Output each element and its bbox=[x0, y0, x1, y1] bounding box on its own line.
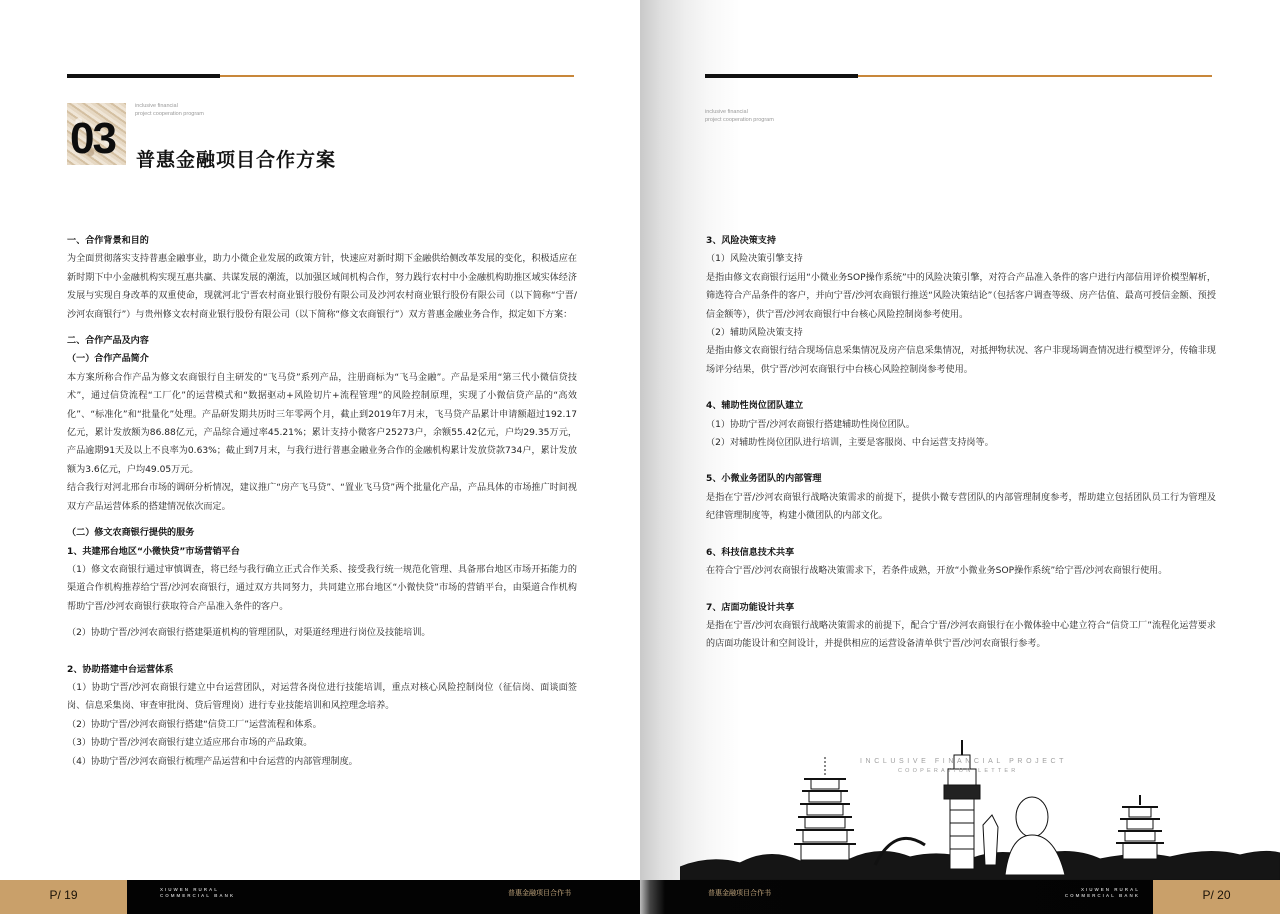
document-name: 普惠金融项目合作书 bbox=[708, 889, 771, 897]
paragraph: （3）协助宁晋/沙河农商银行建立适应邢台市场的产品政策。 bbox=[67, 738, 313, 749]
bank-en-line2: COMMERCIAL BANK bbox=[1064, 893, 1140, 898]
header-rule-gold bbox=[858, 75, 1212, 77]
header-rule-black bbox=[67, 74, 220, 78]
header-rule bbox=[705, 74, 1212, 78]
paragraph: 是指在宁晋/沙河农商银行战略决策需求的前提下，提供小微专营团队的内部管理制度参考，帮助建立包括团队员工行为管理及纪律管理制度等，构建小微团队的内部文化。 bbox=[706, 492, 1216, 522]
right-page-body bbox=[706, 232, 1216, 654]
english-subtitle-line2: project cooperation program bbox=[135, 111, 204, 117]
section-heading: 一、合作背景和目的 bbox=[67, 236, 149, 246]
subsection-heading: （二）修文农商银行提供的服务 bbox=[67, 528, 195, 539]
illustration-subtitle: COOPERATION LETTER bbox=[898, 768, 1019, 774]
header-rule bbox=[67, 74, 574, 78]
paragraph: 本方案所称合作产品为修文农商银行自主研发的“飞马贷”系列产品，注册商标为“飞马金融”。产品是采用“第三代小微信贷技术”，通过信贷流程“工厂化”的运营模式和“数据驱动+风险切片+流程管理”的风险控制原理，实现了小微信贷产品的“高效化”、“标准化”和“批量化”处理。产品研发期共历时三年零两个月，截止到2019年7月末，飞马贷产品累计申请额超过192.17亿元，累计发放额为86.88亿元，产品综合通过率45.21%；累计支持小微客户25273户，余额55.42亿元，户均29.35万元，产品逾期91天及以上不良率为0.63%；截止到7月末，与我行进行普惠金融业务合作的金融机构累计发放贷款734户，累计发放额为3.6亿元，户均49.05万元。 bbox=[67, 372, 577, 475]
header-rule-gold bbox=[220, 75, 574, 77]
item-heading: 5、小微业务团队的内部管理 bbox=[706, 474, 822, 485]
chapter-number: 03 bbox=[70, 114, 115, 163]
english-subtitle bbox=[705, 108, 774, 124]
item-heading: 2、协助搭建中台运营体系 bbox=[67, 664, 174, 675]
section-heading: 二、合作产品及内容 bbox=[67, 336, 149, 347]
page-number: P/ 20 bbox=[1202, 888, 1231, 902]
subsection-heading: （一）合作产品简介 bbox=[67, 354, 149, 365]
subitem-heading: （2）辅助风险决策支持 bbox=[706, 328, 803, 339]
page-number-block bbox=[0, 880, 127, 914]
paragraph: 为全面贯彻落实支持普惠金融事业，助力小微企业发展的政策方针，快速应对新时期下金融供给侧改革发展的变化，积极适应在新时期下中小金融机构实现互惠共赢、共谋发展的潮流，以加强区域间机构合作，努力践行农村中小金融机构助推区域实体经济发展与实现自身改革的双重使命，现就河北宁晋农村商业银行股份有限公司及沙河农村商业银行股份有限公司（以下简称“宁晋/沙河农商银行”）与贵州修文农村商业银行股份有限公司（以下简称“修文农商银行”）双方普惠金融业务合作，拟定如下方案： bbox=[67, 254, 577, 320]
left-pagoda-icon bbox=[794, 757, 856, 860]
english-subtitle-line1: inclusive financial bbox=[135, 103, 178, 109]
item-heading: 7、店面功能设计共享 bbox=[706, 602, 795, 613]
page-number: P/ 19 bbox=[49, 888, 78, 902]
paragraph: （4）协助宁晋/沙河农商银行梳理产品运营和中台运营的内部管理制度。 bbox=[67, 756, 358, 767]
paragraph: 是指由修文农商银行运用“小微业务SOP操作系统”中的风险决策引擎，对符合产品准入条件的客户进行内部信用评价模型解析，筛选符合产品条件的客户，并向宁晋/沙河农商银行推送“风险决策结论”（包括客户调查等级、房产估值、最高可授信金额、预授信金额等），供宁晋/沙河农商银行中台核心风险控制岗参考使用。 bbox=[706, 272, 1216, 320]
page-number-block bbox=[1153, 880, 1280, 914]
chapter-title: 普惠金融项目合作方案 bbox=[136, 149, 337, 171]
chapter-badge bbox=[67, 103, 126, 165]
skyline-illustration bbox=[680, 735, 1280, 880]
document-name: 普惠金融项目合作书 bbox=[508, 889, 571, 897]
bank-english-name bbox=[1020, 887, 1140, 899]
paragraph: 是指由修文农商银行结合现场信息采集情况及房产信息采集情况，对抵押物状况、客户非现场调查情况进行模型评分，传输非现场评分结果，供宁晋/沙河农商银行中台核心风险控制岗参考使用。 bbox=[706, 346, 1216, 375]
paragraph: （1）协助宁晋/沙河农商银行建立中台运营团队，对运营各岗位进行技能培训，重点对核心风险控制岗位（征信岗、面谈面签岗、信息采集岗、审查审批岗、贷后管理岗）进行专业技能培训和风控理念培养。 bbox=[67, 682, 577, 712]
paragraph: 在符合宁晋/沙河农商银行战略决策需求下，若条件成熟，开放“小微业务SOP操作系统”给宁晋/沙河农商银行使用。 bbox=[706, 566, 1168, 577]
paragraph: 结合我行对河北邢台市场的调研分析情况，建议推广“房产飞马贷”、“置业飞马贷”两个批量化产品，产品具体的市场推广时间视双方产品运营体系的搭建情况依次而定。 bbox=[67, 483, 577, 512]
illustration-title: INCLUSIVE FINANCIAL PROJECT bbox=[860, 758, 1068, 765]
paragraph: （1）修文农商银行通过审慎调查，将已经与我行确立正式合作关系、接受我行统一规范化管理、具备邢台地区市场开拓能力的渠道合作机构推荐给宁晋/沙河农商银行，通过双方共同努力，共同建立邢台地区“小微快贷”市场的营销平台，由渠道合作机构帮助宁晋/沙河农商银行获取符合产品准入条件的客户。 bbox=[67, 564, 577, 612]
bank-en-line1: XIUWEN RURAL bbox=[1081, 887, 1140, 892]
left-page-body bbox=[67, 232, 577, 771]
item-heading: 4、辅助性岗位团队建立 bbox=[706, 401, 804, 412]
paragraph: （2）对辅助性岗位团队进行培训，主要是客服岗、中台运营支持岗等。 bbox=[706, 438, 994, 449]
english-subtitle bbox=[135, 102, 204, 118]
right-pagoda-icon bbox=[1116, 795, 1164, 859]
right-footer bbox=[640, 880, 1280, 914]
bank-english-name bbox=[160, 887, 235, 899]
buddha-statue-icon bbox=[983, 797, 1065, 875]
subitem-heading: （1）风险决策引擎支持 bbox=[706, 254, 803, 265]
english-subtitle-line2: project cooperation program bbox=[705, 117, 774, 123]
paragraph: （2）协助宁晋/沙河农商银行搭建“信贷工厂”运营流程和体系。 bbox=[67, 719, 322, 730]
item-heading: 1、共建邢台地区“小微快贷”市场营销平台 bbox=[67, 546, 240, 557]
left-footer bbox=[0, 880, 640, 914]
bank-en-line1: XIUWEN RURAL bbox=[160, 887, 219, 892]
item-heading: 3、风险决策支持 bbox=[706, 236, 776, 246]
paragraph: （2）协助宁晋/沙河农商银行搭建渠道机构的管理团队，对渠道经理进行岗位及技能培训。 bbox=[67, 628, 431, 639]
item-heading: 6、科技信息技术共享 bbox=[706, 547, 795, 558]
paragraph: 是指在宁晋/沙河农商银行战略决策需求的前提下，配合宁晋/沙河农商银行在小微体验中心建立符合“信贷工厂”流程化运营要求的店面功能设计和空间设计，并提供相应的运营设备清单供宁晋/沙河农商银行参考。 bbox=[706, 620, 1216, 650]
bank-en-line2: COMMERCIAL BANK bbox=[160, 893, 236, 898]
paragraph: （1）协助宁晋/沙河农商银行搭建辅助性岗位团队。 bbox=[706, 419, 915, 430]
header-rule-black bbox=[705, 74, 858, 78]
english-subtitle-line1: inclusive financial bbox=[705, 109, 748, 115]
